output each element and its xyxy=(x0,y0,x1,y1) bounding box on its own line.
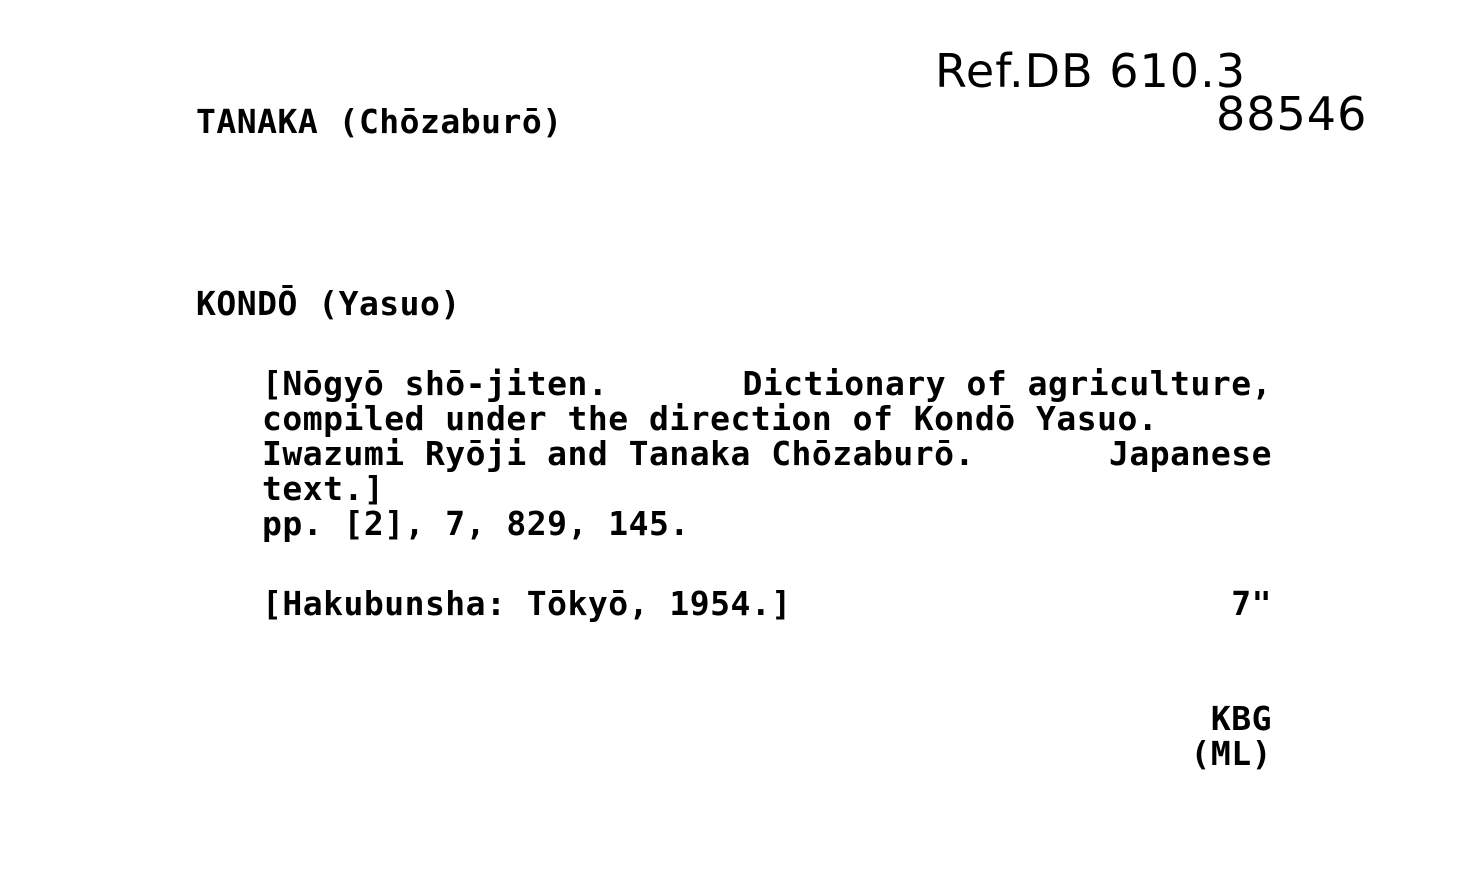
location-line-2: (ML) xyxy=(1190,734,1272,773)
title-block xyxy=(262,366,1282,541)
title-line-1 xyxy=(262,366,1272,401)
main-entry-heading: KONDŌ (Yasuo) xyxy=(196,284,461,323)
title-line-3-start: Iwazumi Ryōji and Tanaka Chōzaburō. xyxy=(262,434,975,473)
size: 7" xyxy=(1231,584,1272,623)
title-line-1-start: [Nōgyō shō-jiten. xyxy=(262,364,609,403)
title-line-3 xyxy=(262,436,1272,471)
location-block xyxy=(1191,701,1272,771)
imprint-row xyxy=(262,586,1272,621)
title-line-3-end: Japanese xyxy=(1109,434,1272,473)
location-line-1: KBG xyxy=(1210,699,1272,738)
pagination: pp. [2], 7, 829, 145. xyxy=(262,504,690,543)
title-line-2: compiled under the direction of Kondō Yasuo. xyxy=(262,399,1159,438)
call-number-line-1: Ref.DB 610.3 xyxy=(935,44,1246,98)
imprint: [Hakubunsha: Tōkyō, 1954.] xyxy=(262,584,792,623)
call-number-line-2: 88546 xyxy=(1216,87,1368,141)
added-heading: TANAKA (Chōzaburō) xyxy=(196,102,563,141)
title-line-1-end: Dictionary of agriculture, xyxy=(742,364,1272,403)
title-line-4: text.] xyxy=(262,469,385,508)
